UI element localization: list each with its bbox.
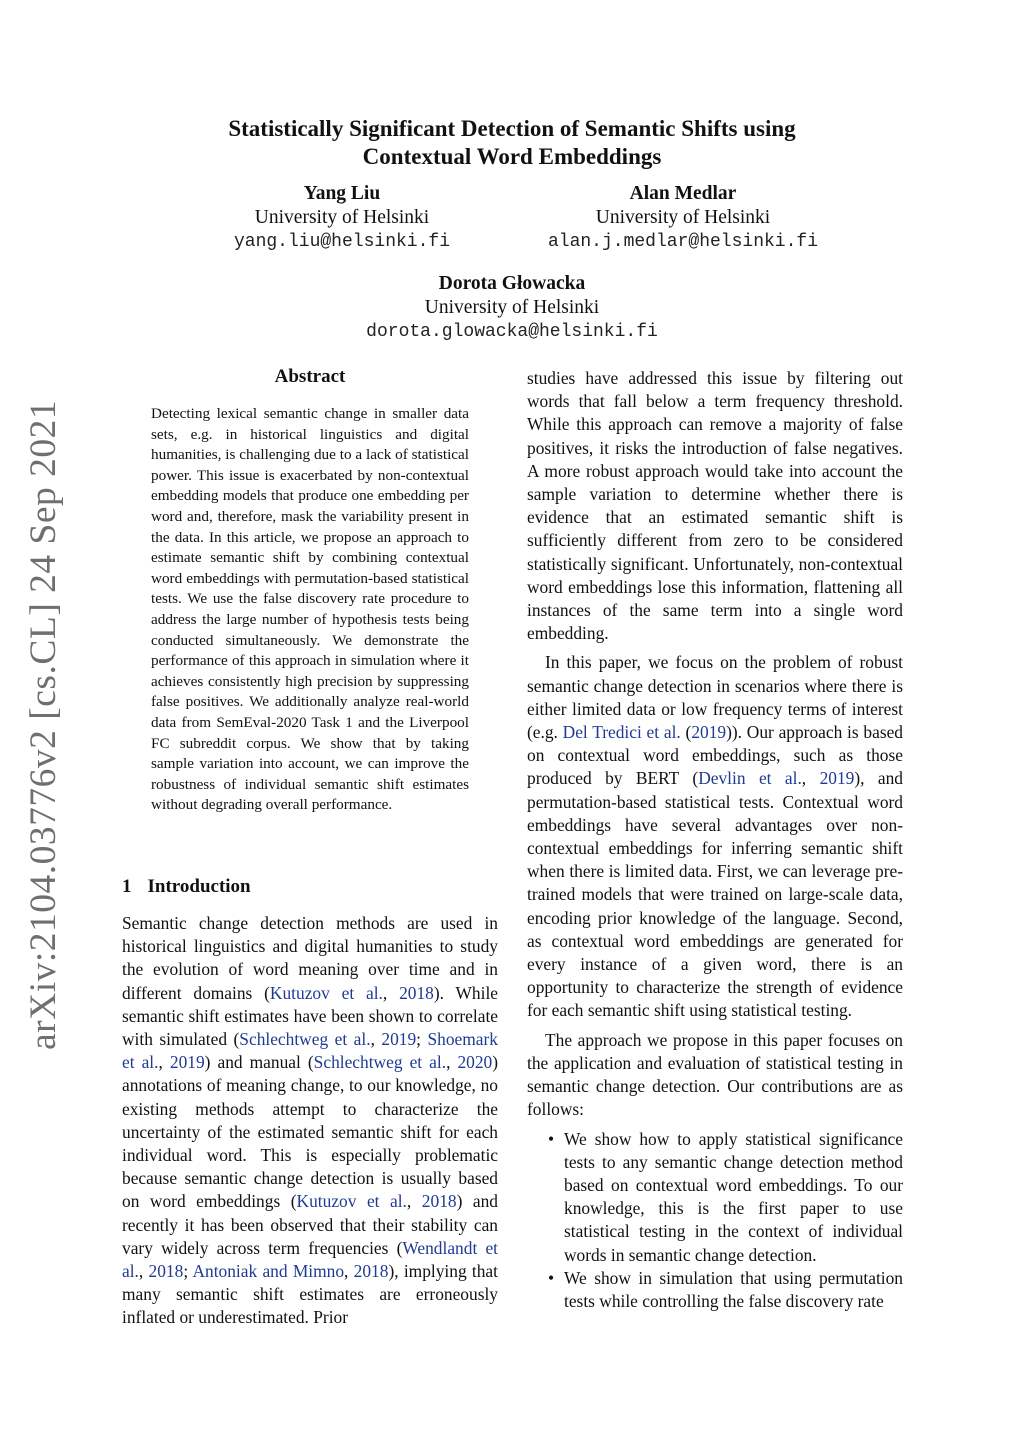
right-column (527, 367, 903, 1313)
intro-paragraph-continued: studies have addressed this issue by filtering out words that fall below a term frequency threshold. While this approach can remove a majority of false positives, it risks the introduction of false negatives. A more robust approach would take into account the sample variation to determine whether there is evidence that an estimated semantic shift is sufficiently different from zero to be considered statistically significant. Unfortunately, non-contextual word embeddings lose this information, flattening all instances of the same term into a single word embedding. (527, 368, 903, 644)
section-number: 1 (122, 876, 132, 897)
author-email[interactable]: dorota.glowacka@helsinki.fi (366, 322, 658, 342)
intro-paragraph-3: The approach we propose in this paper focuses on the application and evaluation of statistical testing in semantic change detection. Our contributions are as follows: (527, 1029, 903, 1120)
paper-title (0, 115, 1024, 171)
author-block-3 (312, 272, 712, 344)
author-name: Yang Liu (303, 183, 381, 204)
contributions-list (527, 1128, 903, 1314)
citation-link[interactable]: Devlin et al. (698, 768, 802, 789)
author-block-2 (513, 182, 853, 254)
list-item-text: We show how to apply statistical significance tests to any semantic change detection method based on contextual word embeddings. To our knowledge, this is the first paper to use statistical testing in the context of individual words in semantic change detection. (564, 1128, 903, 1265)
citation-year-link[interactable]: 2019 (691, 722, 727, 743)
section-heading (122, 876, 251, 898)
bullet-icon: • (548, 1128, 555, 1149)
abstract-heading: Abstract (274, 366, 346, 387)
citation-year-link[interactable]: 2019 (819, 768, 855, 789)
author-email[interactable]: alan.j.medlar@helsinki.fi (547, 232, 819, 252)
list-item (527, 1267, 903, 1313)
citation-year-link[interactable]: 2018 (148, 1261, 184, 1282)
citation-link[interactable]: Antoniak and Mimno (192, 1261, 345, 1282)
bullet-icon: • (548, 1267, 555, 1288)
section-title: Introduction (147, 876, 251, 897)
citation-year-link[interactable]: 2018 (399, 982, 434, 1003)
citation-year-link[interactable]: 2018 (421, 1191, 457, 1212)
citation-link[interactable]: Wendlandt et al. (122, 1237, 499, 1282)
author-name: Alan Medlar (629, 183, 737, 204)
citation-year-link[interactable]: 2019 (169, 1052, 205, 1073)
author-affiliation: University of Helsinki (595, 207, 771, 228)
list-item (527, 1128, 903, 1267)
citation-link[interactable]: Shoemark et al. (122, 1029, 498, 1073)
author-affiliation: University of Helsinki (424, 297, 600, 318)
list-item-text: We show in simulation that using permutation tests while controlling the false discovery rate (564, 1267, 903, 1311)
abstract-text: Detecting lexical semantic change in smaller data sets, e.g. in historical linguistics and digital humanities, is challenging due to a lack of statistical power. This issue is exacerbated by non-contextual embedding models that produce one embedding per word and, therefore, mask the variability present in the data. In this article, we propose an approach to estimate semantic shift by combining contextual word embeddings with permutation-based statistical tests. We use the false discovery rate procedure to address the large number of hypothesis tests being conducted simultaneously. We demonstrate the performance of this approach in simulation where it achieves consistently high precision by suppressing false positives. We additionally analyze real-world data from SemEval-2020 Task 1 and the Liverpool FC subreddit corpus. We show that by taking sample variation into account, we can improve the robustness of individual semantic shift estimates without degrading overall performance. (151, 405, 469, 814)
intro-paragraph-1: Semantic change detection methods are used in historical linguistics and digital humanities to study the evolution of word meaning over time and in different domains (Kutuzov et al., 2018). While semantic shift estimates have been shown to correlate with simulated (Schlechtweg et al., 2019; Shoemark et al., 2019) and manual (Schlechtweg et al., 2020) annotations of meaning change, to our knowledge, no existing methods attempt to characterize the uncertainty of the estimated semantic shift for each individual word. This is especially problematic because semantic change detection is usually based on word embeddings (Kutuzov et al., 2018) and recently it has been observed that their stability can vary widely across term frequencies (Wendlandt et al., 2018; Antoniak and Mimno, 2018), implying that many semantic shift estimates are erroneously inflated or underestimated. Prior (122, 913, 499, 1328)
author-email[interactable]: yang.liu@helsinki.fi (233, 232, 451, 252)
citation-year-link[interactable]: 2020 (457, 1052, 493, 1073)
intro-paragraph-2: In this paper, we focus on the problem of robust semantic change detection in scenarios where there is either limited data or low frequency terms of interest (e.g. Del Tredici et al. (2019)). Our approach is based on contextual word embeddings, such as those produced by BERT (Devlin et al., 2019), and permutation-based statistical tests. Contextual word embeddings have several advantages over non-contextual embeddings for inferring semantic shift when there is limited data. First, we can leverage pre-trained models that were trained on large-scale data, encoding prior knowledge of the language. Second, as contextual word embeddings are generated for every instance of a given word, there is an opportunity to characterize the strength of evidence for each semantic shift using statistical testing. (527, 652, 904, 1021)
citation-link[interactable]: Schlechtweg et al. (239, 1029, 371, 1050)
citation-year-link[interactable]: 2018 (353, 1261, 389, 1282)
citation-link[interactable]: Del Tredici et al. (562, 722, 681, 743)
citation-year-link[interactable]: 2019 (381, 1029, 417, 1050)
author-name: Dorota Głowacka (438, 273, 586, 294)
citation-link[interactable]: Schlechtweg et al. (313, 1052, 447, 1073)
citation-link[interactable]: Kutuzov et al. (296, 1191, 407, 1212)
author-block-1 (192, 182, 492, 254)
left-column (122, 912, 498, 1330)
author-affiliation: University of Helsinki (254, 207, 430, 228)
title-line-1: Statistically Significant Detection of Semantic Shifts using (228, 116, 796, 141)
arxiv-identifier: arXiv:2104.03776v2 [cs.CL] 24 Sep 2021 (23, 399, 64, 1050)
title-line-2: Contextual Word Embeddings (362, 144, 662, 169)
citation-link[interactable]: Kutuzov et al. (269, 982, 383, 1003)
